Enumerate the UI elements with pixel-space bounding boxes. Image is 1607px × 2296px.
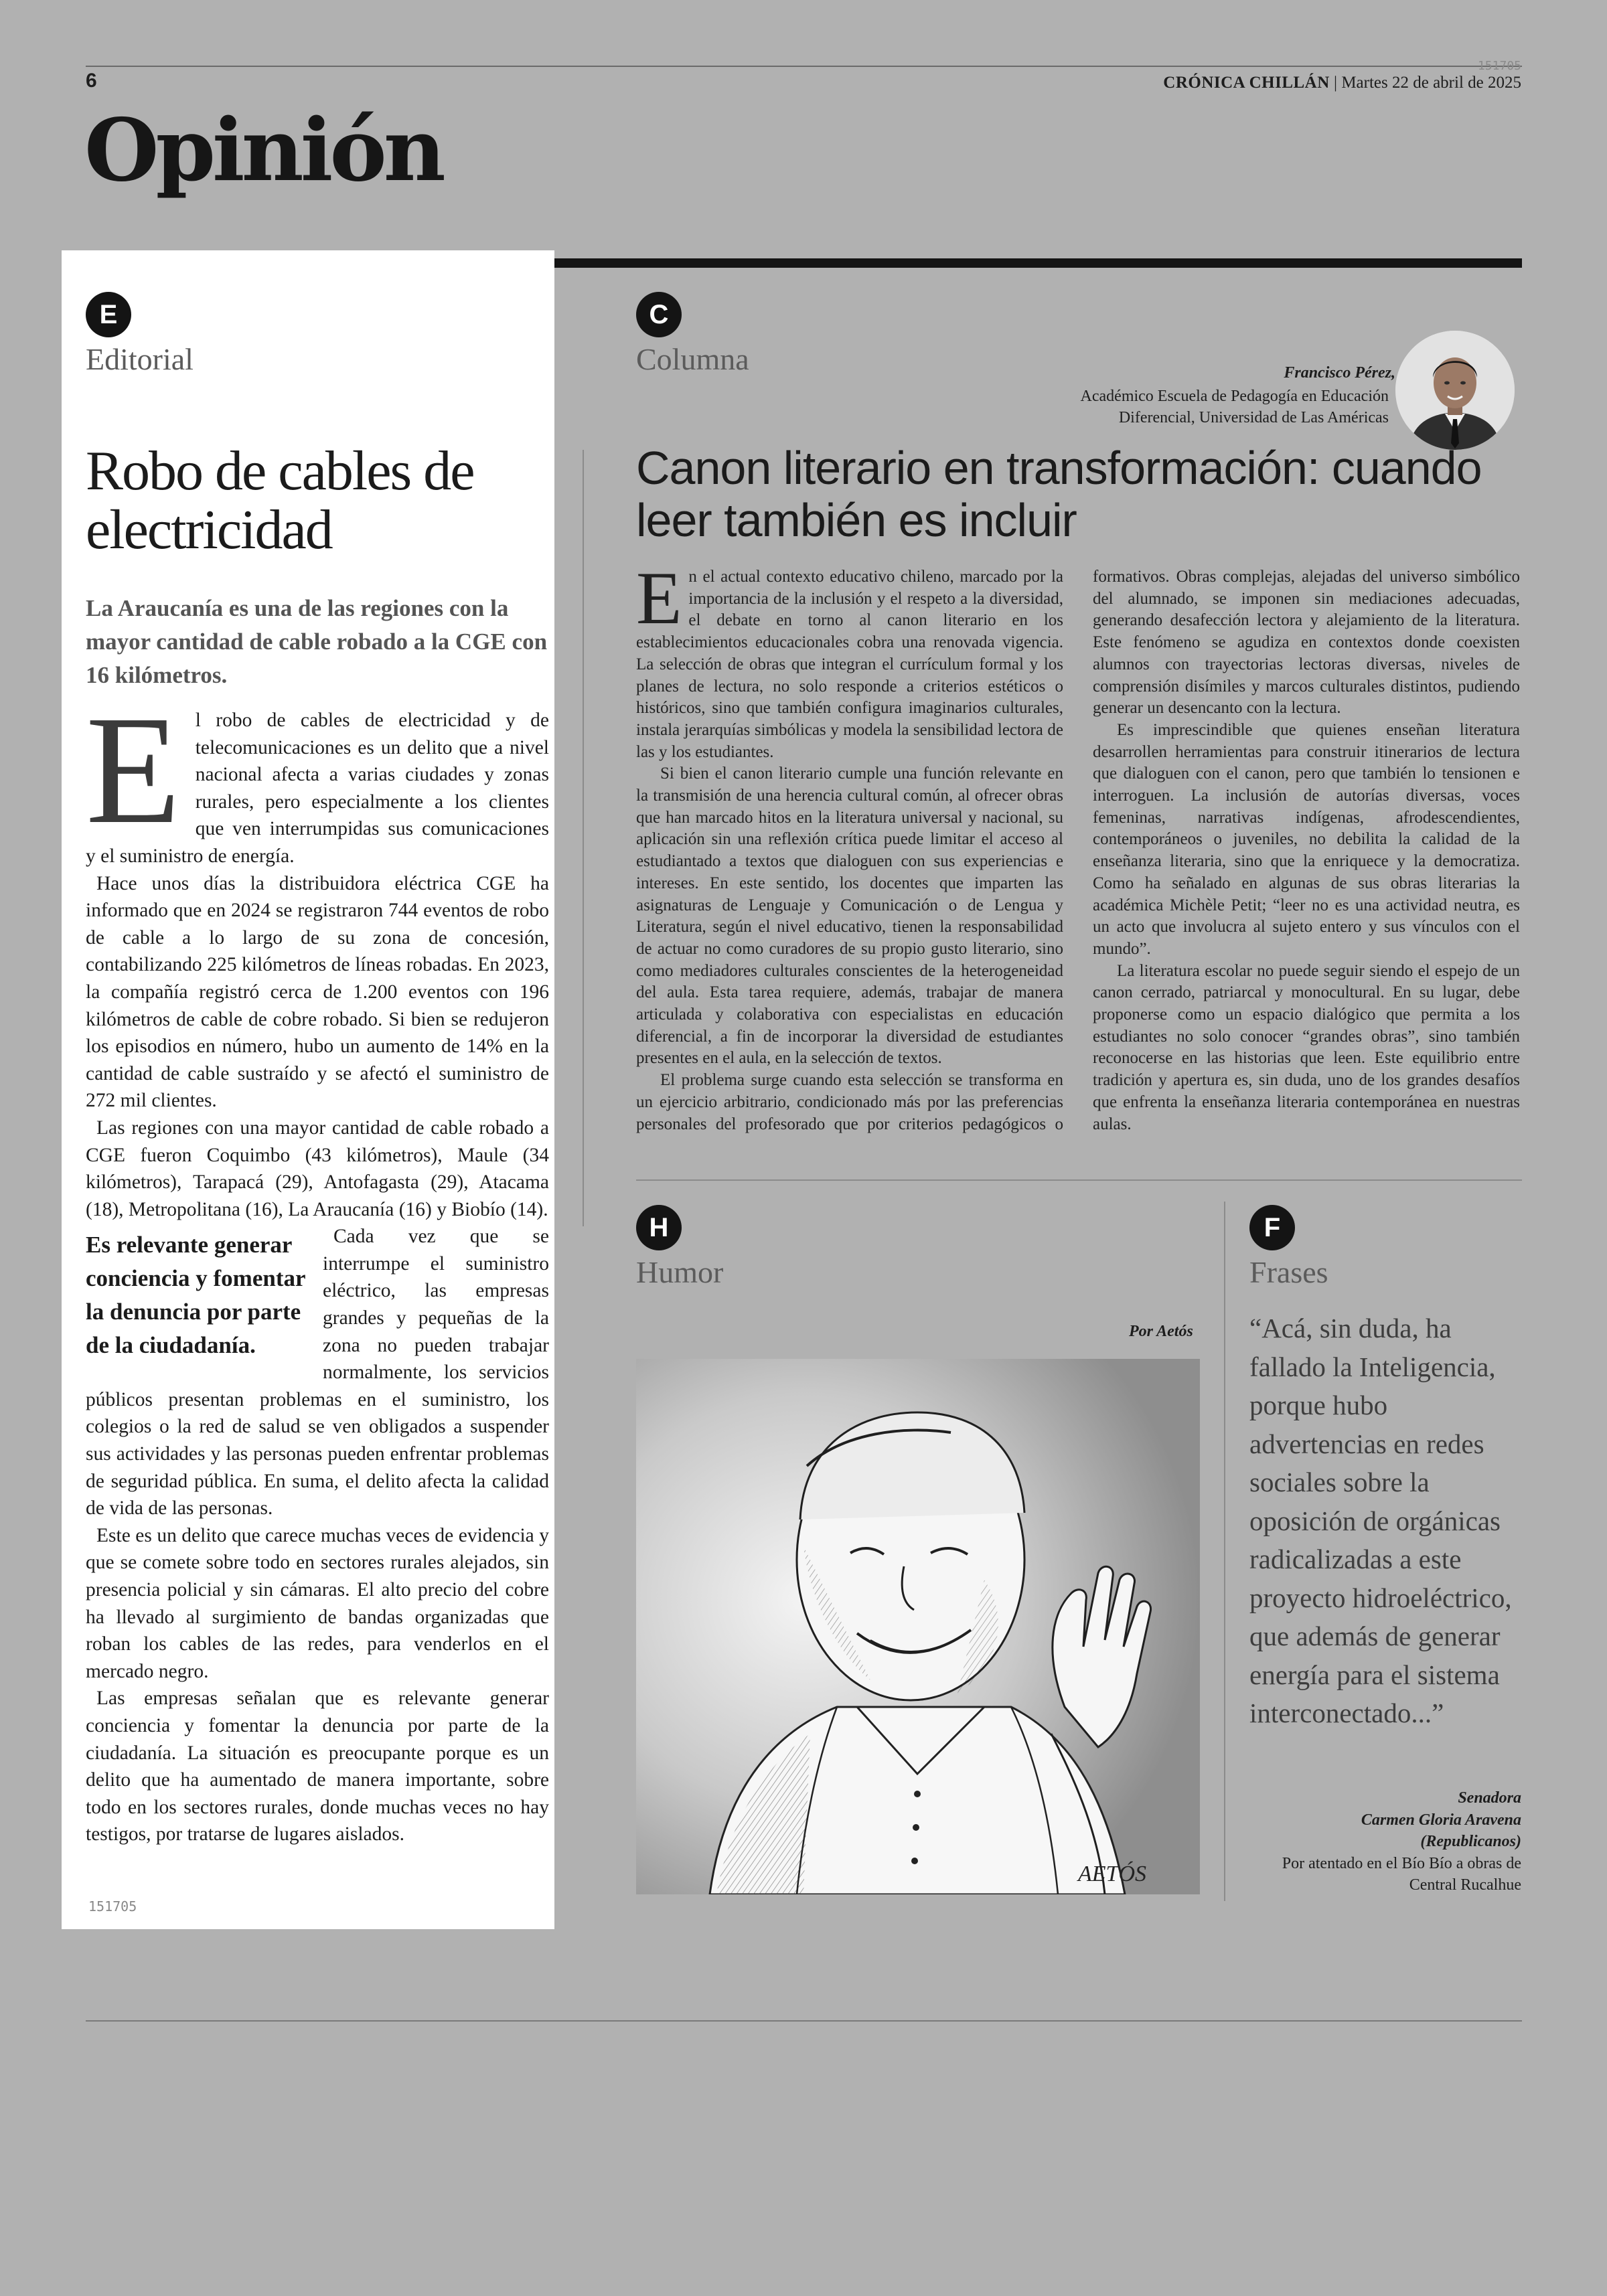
- column-divider: [583, 450, 584, 1226]
- editorial-paragraph: El robo de cables de electricidad y de telecomunicaciones es un delito que a nivel nacional afecta a varias ciudades y zonas rurales, pero especialmente a los clientes que ven interrumpidas sus comunicaciones y el suministro de energía.: [86, 684, 549, 867]
- editorial-dropcap: E: [86, 684, 181, 856]
- editorial-stamp: 151705: [88, 1898, 137, 1914]
- humor-letter-badge: H: [636, 1205, 682, 1250]
- column-paragraph: La literatura escolar no puede seguir siendo el espejo de un canon cerrado, patriarcal y monocultural. En su lugar, debe proponerse como un espacio dialógico que permita a los estudiantes no solo conocer “grandes obras”, sino también reconocerse en las historias que leen. Este equilibrio entre tradición y apertura es, sin duda, uno de los grandes desafíos que enfrenta la enseñanza literaria contemporánea en nuestras aulas.: [1093, 961, 1520, 1133]
- quotes-letter-badge: F: [1249, 1205, 1295, 1250]
- editorial-paragraph: Las empresas señalan que es relevante generar conciencia y fomentar la denuncia por parte de la ciudadanía. La situación es preocupante porque es un delito que ha aumentado de manera importante, sobre todo en los sectores rurales, donde muchas veces no hay testigos, por tratarse de lugares aislados.: [86, 1688, 549, 1846]
- quote-party: (Republicanos): [1420, 1833, 1521, 1850]
- editorial-paragraph: Hace unos días la distribuidora eléctrica CGE ha informado que en 2024 se registraron 744 eventos de robo de cable a lo largo de su zona de concesión, contabilizando 225 kilómetros de líneas robadas. En 2023, la compañía registró cerca de 1.200 eventos con 196 kilómetros de cable de cobre robado. Si bien se redujeron los episodios en número, hubo un aumento de 14% en la cantidad de cable sustraído y se afectó el suministro de 272 mil clientes.: [86, 872, 549, 1112]
- quotes-label: Frases: [1249, 1255, 1328, 1289]
- quote-name: Carmen Gloria Aravena: [1361, 1811, 1521, 1829]
- editorial-headline: Robo de cables de electricidad: [86, 440, 474, 561]
- column-paragraph: Es imprescindible que quienes enseñan literatura desarrollen herramientas para construir itinerarios de lectura que dialoguen con el canon, pero que también lo tensionen e interroguen. La inclusión de autorías diversas, voces femeninas, narrativas indígenas, afrodescendientes, contemporáneos o juveniles, no debilita la calidad de la enseñanza literaria, sino que la enriquece y la democratiza. Como ha señalado en algunas de sus obras literarias la académica Michèle Petit; “leer no es una actividad neutra, es un acto que involucra al sujeto entero y sus vínculos con el mundo”.: [1093, 720, 1520, 958]
- editorial-label: Editorial: [86, 342, 194, 376]
- column-paragraph: El problema surge cuando esta selección se transforma en un ejercicio arbitrario, condicionado más por las preferencias personales del profesorado que por criterios pedagógicos o formativos. Obras complejas, alejadas del universo simbólico del alumnado, se imponen sin mediaciones adecuadas, generando desafección lectora y alejamiento de la literatura. Este fenómeno se agudiza en contextos donde coexisten alumnos con trayectorias lectoras diversas, niveles de comprensión disímiles y marcos culturales distintos, pudiendo generar un desencanto con la lectura.: [636, 568, 1520, 1133]
- quote-role: Senadora: [1458, 1789, 1521, 1807]
- author-avatar: [1395, 331, 1515, 450]
- column-headline: Canon literario en transformación: cuando leer también es incluir: [636, 442, 1482, 546]
- column-letter-badge: C: [636, 292, 682, 337]
- column-body: [636, 557, 1520, 1166]
- lower-divider: [636, 1179, 1522, 1181]
- editorial-letter-badge: E: [86, 292, 131, 337]
- editorial-paragraph: Las regiones con una mayor cantidad de cable robado a CGE fueron Coquimbo (43 kilómetros), Maule (34 kilómetros), Tarapacá (29), Antofagasta (29), Atacama (18), Metropolitana (16), La Araucanía (16) y Biobío (14).: [86, 1117, 549, 1220]
- column-paragraph: Si bien el canon literario cumple una función relevante en la transmisión de una herencia cultural común, al ofrecer obras que han marcado hitos en la literatura universal y nacional, su aplicación sin una reflexión crítica puede limitar el acceso al estudiantado a textos que dialoguen con sus experiencias e intereses. En este sentido, los docentes que imparten las asignaturas de Lenguaje y Comunicación o de Lengua y Literatura, según el nivel educativo, tienen la responsabilidad de actuar no como curadores de su propio gusto literario, sino como mediadores culturales conscientes de la heterogeneidad del aula. Esta tarea requiere, además, trabajar de manera articulada y colaborativa con especialistas en educación diferencial, a fin de incorporar la diversidad de estudiantes presentes en el aula, en la selección de textos.: [636, 764, 1063, 1068]
- editorial-body: [86, 684, 549, 1905]
- publication-name: CRÓNICA CHILLÁN: [1163, 74, 1330, 92]
- editorial-lead: La Araucanía es una de las regiones con la mayor cantidad de cable robado a la CGE con 16 kilómetros.: [86, 595, 548, 688]
- editorial-paragraph: Este es un delito que carece muchas veces de evidencia y que se comete sobre todo en sectores rurales alejados, sin presencia policial y sin cámaras. El alto precio del cobre ha llevado al surgimiento de bandas organizadas que roban los cables de las redes, para venderlos en el mercado negro.: [86, 1524, 549, 1682]
- editorial-paragraph: Es relevante generar conciencia y fomentar la denuncia por parte de la ciudadanía. Cada vez que se interrumpe el suministro eléctrico, las empresas grandes y pequeñas de la zona no pueden trabajar normalmente, los servicios públicos presentan problemas en el suministro, los colegios o la red de salud se ven obligados a suspender sus actividades y las personas pueden enfrentar problemas de seguridad pública. En suma, el delito afecta la calidad de vida de las personas.: [86, 1226, 549, 1520]
- column-paragraph: En el actual contexto educativo chileno, marcado por la importancia de la inclusión y el respeto a la diversidad, el debate en torno al canon literario en los establecimientos educacionales cobra una renovada vigencia. La selección de obras que integran el currículum formal y los planes de lectura, no solo responde a criterios estéticos o históricos, sino que también configura imaginarios culturales, instala jerarquías simbólicas y modela la sensibilidad lectora de las y los estudiantes.: [636, 557, 1063, 761]
- editorial-pullquote: Es relevante generar conciencia y fomentar la denuncia por parte de la ciudadanía.: [86, 1232, 305, 1359]
- author-role: Académico Escuela de Pedagogía en Educación Diferencial, Universidad de Las Américas: [1080, 388, 1389, 426]
- publication-date: Martes 22 de abril de 2025: [1341, 74, 1521, 92]
- column-label: Columna: [636, 342, 749, 376]
- page-number: 6: [86, 70, 97, 92]
- header-stamp: 151705: [1477, 59, 1521, 73]
- quotes-divider: [1224, 1202, 1225, 1901]
- header-rule: [86, 66, 1522, 67]
- cartoon-illustration: [636, 1359, 1200, 1894]
- quote-context: Por atentado en el Bío Bío a obras de Central Rucalhue: [1282, 1854, 1521, 1894]
- cartoon-byline: Por Aetós: [1129, 1323, 1193, 1340]
- header-meta: CRÓNICA CHILLÁN | Martes 22 de abril de 2025: [1163, 74, 1521, 92]
- footer-rule: [86, 2020, 1522, 2022]
- quote-attribution: [1267, 1787, 1521, 1896]
- column-dropcap: E: [636, 557, 682, 640]
- author-name: Francisco Pérez,: [1284, 364, 1395, 382]
- quote-text: “Acá, sin duda, ha fallado la Inteligencia, porque hubo advertencias en redes sociales sobre la oposición de orgánicas radicalizadas a este proyecto hidroeléctrico, que además de generar energía para el sistema interconectado...”: [1249, 1313, 1512, 1728]
- section-title: Opinión: [84, 100, 443, 201]
- cartoon-signature: AETÓS: [1078, 1862, 1146, 1886]
- humor-label: Humor: [636, 1255, 724, 1289]
